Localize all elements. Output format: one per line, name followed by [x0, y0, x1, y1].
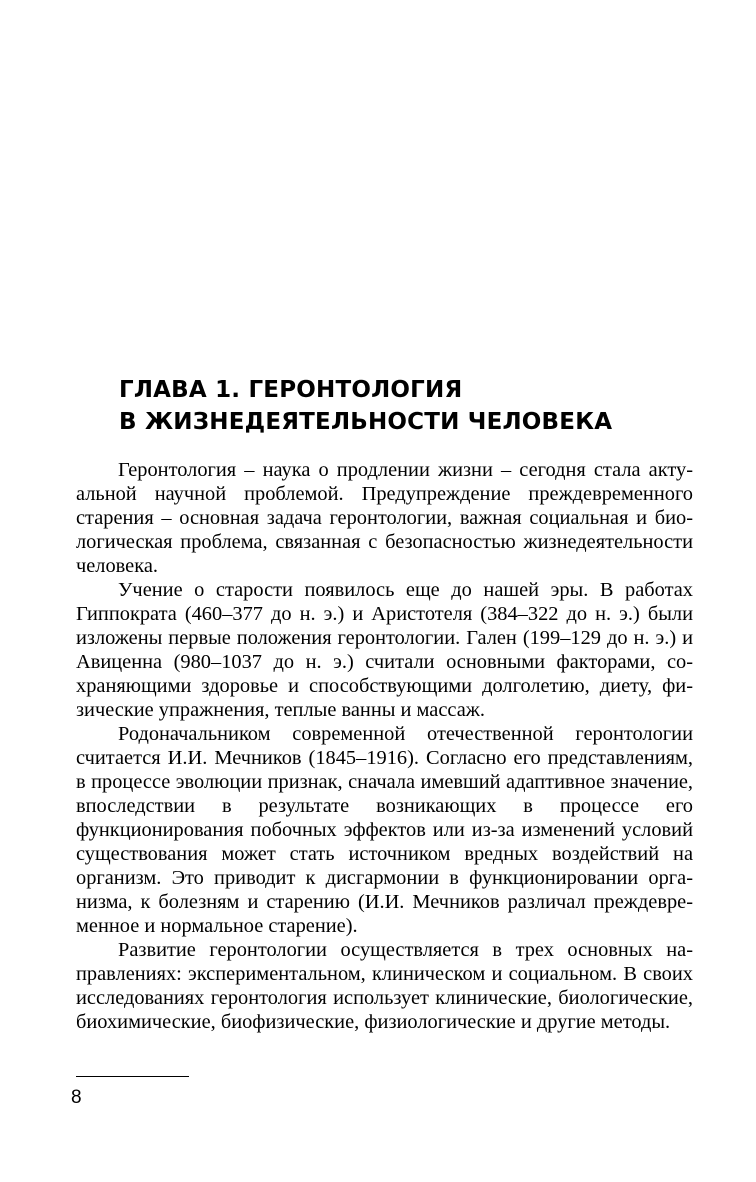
- paragraph-2: Учение о старости появилось еще до нашей эры. В работах Гиппократа (460–377 до н. э.) и Аристотеля (384–322 до н. э.) были изложены первые положения геронтологии. Гален (199–129 до н. э.) и Авиценна (980–1037 до н. э.) считали основными факторами, сохраняющими здоровье и способствующими долголетию, диету, физические упражнения, теплые ванны и массаж.: [76, 579, 693, 721]
- footnote-rule: [76, 1076, 189, 1077]
- paragraph-1: Геронтология – наука о продлении жизни – сегодня стала актуальной научной проблемой. Предупреждение преждевременного старения – основная задача геронтологии, важная социальная и биологическая проблема, связанная с безопасностью жизнедеятельности человека.: [76, 459, 693, 577]
- paragraph-4: Развитие геронтологии осуществляется в трех основных направлениях: экспериментальном, клиническом и социальном. В своих исследованиях геронтология использует клинические, биологические, биохимические, биофизические, физиологические и другие методы.: [76, 939, 693, 1033]
- body-text: [76, 458, 693, 1034]
- paragraph-3: Родоначальником современной отечественной геронтологии считается И.И. Мечников (1845–1916). Согласно его представлениям, в процессе эволюции признак, сначала имевший адаптивное значение, впоследствии в результате возникающих в процессе его функционирования побочных эффектов или из-за изменений условий существования может стать источником вредных воздействий на организм. Это приводит к дисгармонии в функционировании организма, к болезням и старению (И.И. Мечников различал преждевременное и нормальное старение).: [76, 723, 693, 937]
- chapter-title-line-2: В ЖИЗНЕДЕЯТЕЛЬНОСТИ ЧЕЛОВЕКА: [119, 409, 613, 435]
- chapter-title: [119, 374, 699, 438]
- chapter-title-line-1: ГЛАВА 1. ГЕРОНТОЛОГИЯ: [119, 377, 463, 403]
- page-number: 8: [71, 1087, 82, 1108]
